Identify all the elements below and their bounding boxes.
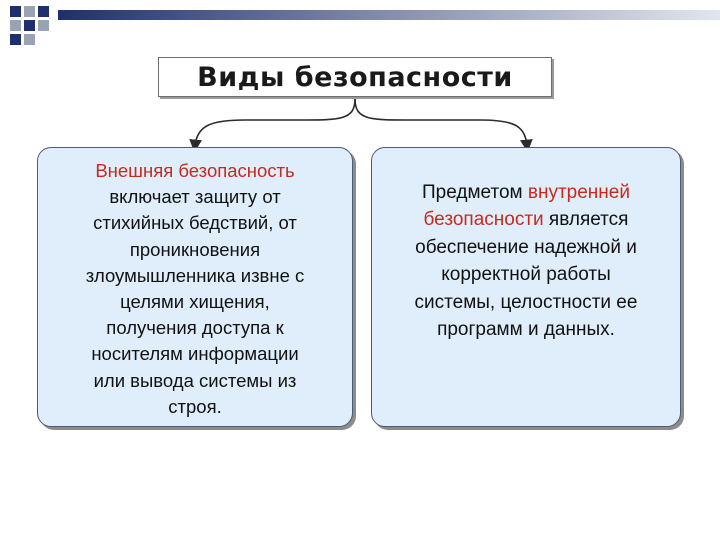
text-line <box>381 179 671 207</box>
arrow-to-right-box <box>355 99 527 146</box>
text-line: включает защиту от <box>109 186 281 208</box>
diagram-title: Виды безопасности <box>197 61 513 93</box>
arrow-to-left-box <box>195 99 355 146</box>
external-security-text <box>50 158 340 420</box>
text-fragment: Предметом <box>422 181 528 203</box>
text-line: стихийных бедствий, от <box>93 212 297 234</box>
text-line: программ и данных. <box>437 319 615 340</box>
text-line: проникновения <box>129 238 261 260</box>
text-line: обеспечение надежной и <box>415 236 637 258</box>
text-fragment: является <box>543 209 629 230</box>
internal-security-term: внутренней <box>527 181 630 203</box>
text-line <box>381 206 671 234</box>
text-line: корректной работы <box>441 264 611 285</box>
internal-security-text <box>381 179 671 344</box>
text-line: злоумышленника извне с <box>85 264 305 286</box>
text-line: или вывода системы из <box>93 369 297 391</box>
external-security-term: Внешняя безопасность <box>95 159 295 181</box>
text-line: системы, целостности ее <box>414 291 638 313</box>
external-security-box <box>37 147 353 427</box>
text-line: строя. <box>168 395 222 417</box>
internal-security-box <box>371 147 681 427</box>
internal-security-term: безопасности <box>423 209 544 230</box>
text-line: получения доступа к <box>106 317 284 339</box>
text-line: носителям информации <box>91 343 299 365</box>
text-line: целями хищения, <box>120 291 270 312</box>
